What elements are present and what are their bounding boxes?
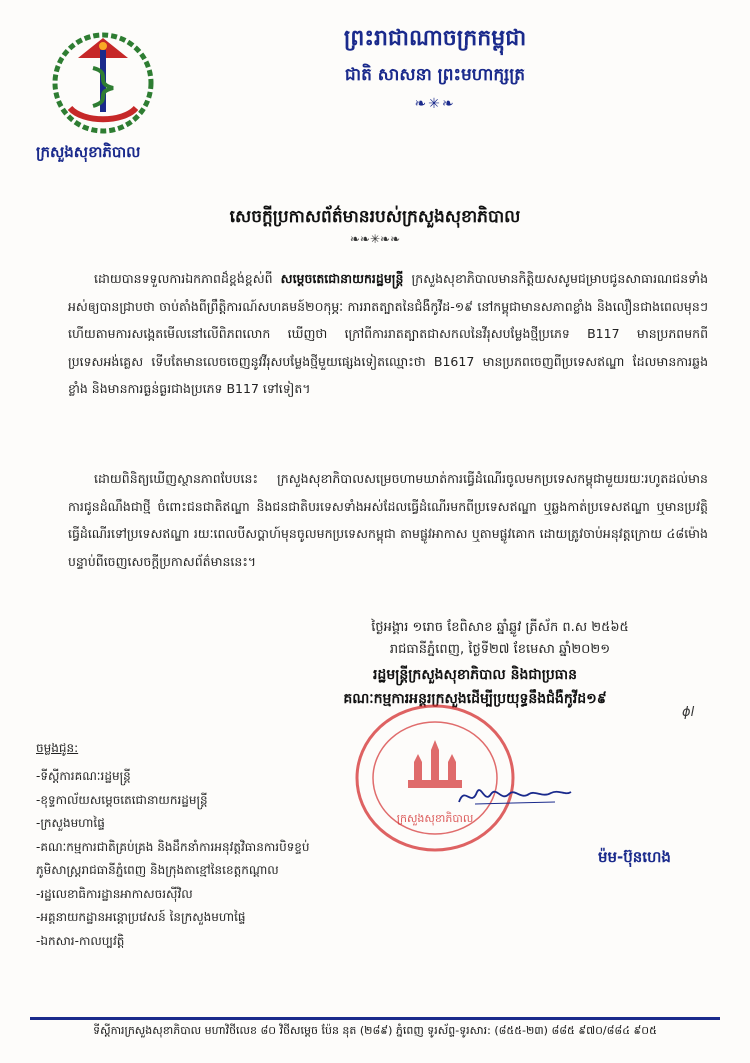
- ministry-emblem-logo: [48, 28, 158, 138]
- press-release-title: សេចក្តីប្រកាសព័ត៌មានរបស់ក្រសួងសុខាភិបាល: [229, 207, 521, 227]
- kingdom-title: ព្រះរាជាណាចក្រកម្ពុជា: [343, 26, 527, 51]
- paragraph-1-intro: ដោយបានទទួលការឯកភាពដ៏ខ្ពង់ខ្ពស់ពី: [94, 271, 281, 286]
- recipient-item: -អគ្គនាយកដ្ឋានអន្តោប្រវេសន៍ នៃក្រសួងមហាផ្ទៃ: [36, 910, 246, 924]
- solar-date: រាជធានីភ្នំពេញ, ថ្ងៃទី២៧ ខែមេសា ឆ្នាំ២០២១: [389, 642, 611, 657]
- copy-recipients: [36, 735, 456, 953]
- paragraph-2: [68, 465, 708, 575]
- date-block: [290, 617, 710, 661]
- recipient-item: ភូមិសាស្ត្ររាជធានីភ្នំពេញ និងក្រុងតាខ្មៅនៃខេត្តកណ្តាល: [36, 863, 279, 877]
- ministry-name: ក្រសួងសុខាភិបាល: [36, 143, 141, 161]
- recipients-heading: ចម្លងជូន:: [36, 741, 79, 755]
- signatory-initial: ϕl: [682, 705, 695, 720]
- footer-divider: [30, 1017, 720, 1020]
- document-header: [220, 24, 650, 112]
- footer-address: ទីស្តីការក្រសួងសុខាភិបាល មហាវិថីលេខ ៨០ វិថីសម្តេច ប៉ែន នុត (២៨៩) ភ្នំពេញ ទូរស័ព្ទ-ទូរសារ: (៨៥៥-២៣) ៨៨៥ ៩៧០/៨៨៤ ៩០៥: [93, 1024, 657, 1037]
- lunar-date: ថ្ងៃអង្គារ ១រោច ខែពិសាខ ឆ្នាំឆ្លូវ ត្រីស័ក ព.ស ២៥៦៥: [371, 620, 629, 635]
- paragraph-1: [68, 265, 708, 403]
- recipient-item: -រដ្ឋលេខាធិការដ្ឋានអាកាសចរស៊ីវិល: [36, 886, 193, 901]
- stamp-label: ក្រសួងសុខាភិបាល: [396, 812, 474, 825]
- header-ornament: ❧✳❧: [414, 96, 456, 112]
- recipient-item: -ទីស្តីការគណៈរដ្ឋមន្ត្រី: [36, 769, 131, 783]
- title-ornament: ❧❧✳❧❧: [349, 232, 401, 246]
- paragraph-1-text: ក្រសួងសុខាភិបាលមានកិត្តិយសសូមជម្រាបជូនសាធារណជនទាំងអស់ឲ្យបានជ្រាបថា ចាប់តាំងពីព្រឹត្តិការណ៍សហគមន៍២០កុម្ភៈ ការរាតត្បាតនៃជំងឺកូវីដ-១៩ នៅកម្ពុជាមានសភាពខ្លាំង និងលឿនជាងពេលមុនៗ ហើយតាមការសង្កេតមើលនៅលើពិភពលោក ឃើញថា ក្រៅពីការរាតត្បាតជាសកលនៃវីរុសបម្លែងថ្មីប្រភេទ B117 មានប្រភពមកពីប្រទេសអង់គ្លេស ទើបតែមានលេចចេញនូវវីរុសបម្លែងថ្មីមួយផ្សេងទៀតឈ្មោះថា B1617 មានប្រភពចេញពីប្រទេសឥណ្ឌា ដែលមានការឆ្លងខ្លាំង និងមានការធ្ងន់ធ្ងរជាងប្រភេទ B117 ទៅទៀត។: [68, 271, 708, 396]
- signatory-name: ម៉ម-ប៊ុនហេង: [598, 848, 671, 866]
- recipient-item: -គណៈកម្មការជាតិគ្រប់គ្រង និងដឹកនាំការអនុវត្តវិធានការបិទខ្ទប់: [36, 839, 310, 854]
- recipient-item: -ខុទ្ទកាល័យសម្តេចតេជោនាយករដ្ឋមន្ត្រី: [36, 792, 208, 807]
- recipient-item: -ឯកសារ-កាលប្បវត្តិ: [36, 933, 125, 948]
- signatory-title-line-2: គណៈកម្មការអន្តរក្រសួងដើម្បីប្រយុទ្ធនឹងជំងឺកូវីដ១៩: [343, 691, 607, 707]
- prime-minister-title: សម្តេចតេជោនាយករដ្ឋមន្ត្រី: [280, 271, 404, 286]
- handwritten-signature: [455, 780, 575, 810]
- paragraph-2-text: ដោយពិនិត្យឃើញស្ថានភាពបែបនេះ ក្រសួងសុខាភិបាលសម្រេចហាមឃាត់ការធ្វើដំណើរចូលមកប្រទេសកម្ពុជាមួយរយៈរហូតដល់មានការជូនដំណឹងជាថ្មី ចំពោះជនជាតិឥណ្ឌា និងជនជាតិបរទេសទាំងអស់ដែលធ្វើដំណើរមកពីប្រទេសឥណ្ឌា ឬឆ្លងកាត់ប្រទេសឥណ្ឌា ឬមានប្រវត្តិធ្វើដំណើរទៅប្រទេសឥណ្ឌា រយៈពេលបីសប្តាហ៍មុនចូលមកប្រទេសកម្ពុជា តាមផ្លូវអាកាស ឬតាមផ្លូវគោក ដោយត្រូវចាប់អនុវត្តក្រោយ ៤៨ម៉ោង បន្ទាប់ពីចេញសេចក្តីប្រកាសព័ត៌មាននេះ។: [68, 471, 708, 569]
- signatory-title-line-1: រដ្ឋមន្ត្រីក្រសួងសុខាភិបាល និងជាប្រធាន: [372, 667, 577, 683]
- national-motto: ជាតិ សាសនា ព្រះមហាក្សត្រ: [344, 65, 526, 85]
- recipient-item: -ក្រសួងមហាផ្ទៃ: [36, 816, 105, 830]
